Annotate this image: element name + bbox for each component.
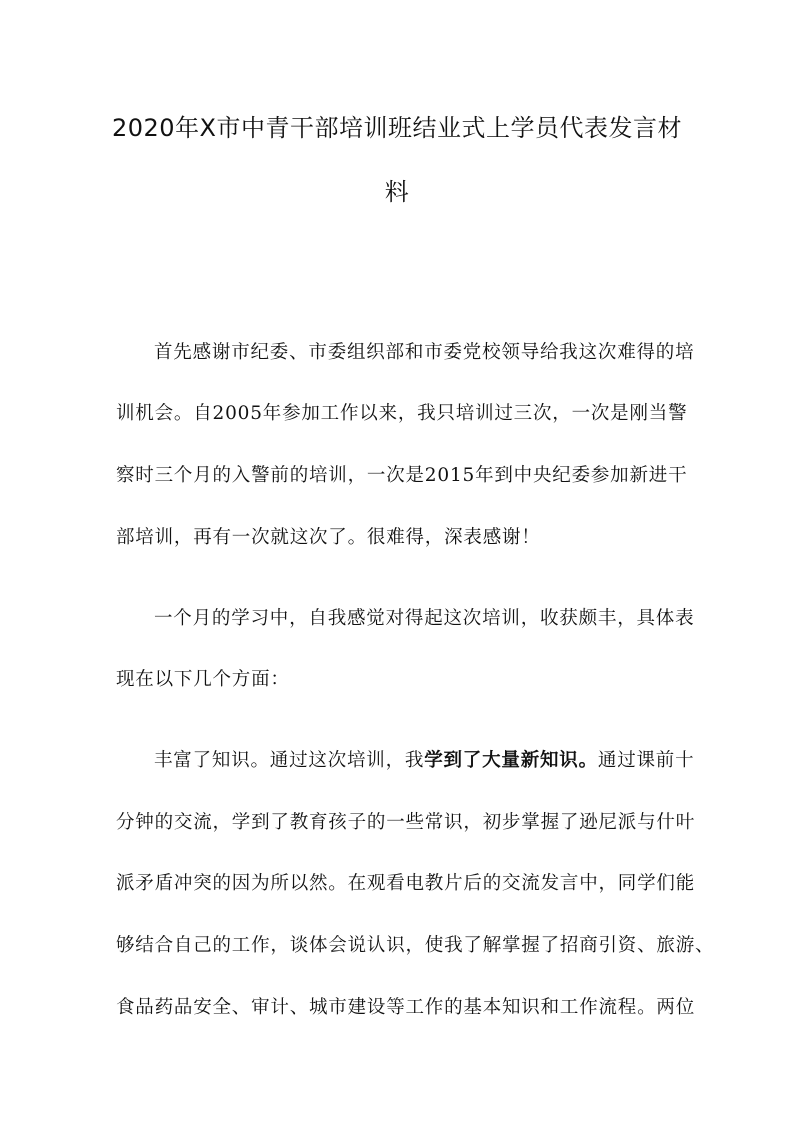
paragraph-3-line-3: 派矛盾冲突的因为所以然。在观看电教片后的交流发言中，同学们能 xyxy=(116,873,696,894)
paragraph-1-line-1: 首先感谢市纪委、市委组织部和市委党校领导给我这次难得的培 xyxy=(154,342,695,363)
paragraph-2-line-2: 现在以下几个方面： xyxy=(116,669,290,690)
document-title-line-2: 料 xyxy=(384,178,410,206)
paragraph-3-line-5: 食品药品安全、审计、城市建设等工作的基本知识和工作流程。两位 xyxy=(116,997,696,1018)
paragraph-3-line-2: 分钟的交流，学到了教育孩子的一些常识，初步掌握了逊尼派与什叶 xyxy=(116,812,696,833)
paragraph-3-line-1-pre: 丰富了知识。通过这次培训，我 xyxy=(154,750,425,771)
paragraph-1-line-4: 部培训，再有一次就这次了。很难得，深表感谢！ xyxy=(116,527,541,548)
paragraph-3-bold-text: 学到了大量新知识。 xyxy=(424,750,598,771)
paragraph-1-line-3: 察时三个月的入警前的培训，一次是2015年到中央纪委参加新进干 xyxy=(116,465,688,486)
document-title-line-1: 2020年X市中青干部培训班结业式上学员代表发言材 xyxy=(111,114,683,142)
paragraph-1-line-2: 训机会。自2005年参加工作以来，我只培训过三次，一次是刚当警 xyxy=(116,403,688,424)
paragraph-3-line-1 xyxy=(154,747,695,775)
paragraph-2-line-1: 一个月的学习中，自我感觉对得起这次培训，收获颇丰，具体表 xyxy=(154,608,695,629)
paragraph-3-line-4: 够结合自己的工作，谈体会说认识，使我了解掌握了招商引资、旅游、 xyxy=(116,935,715,956)
paragraph-3-line-1-post: 通过课前十 xyxy=(597,750,695,771)
